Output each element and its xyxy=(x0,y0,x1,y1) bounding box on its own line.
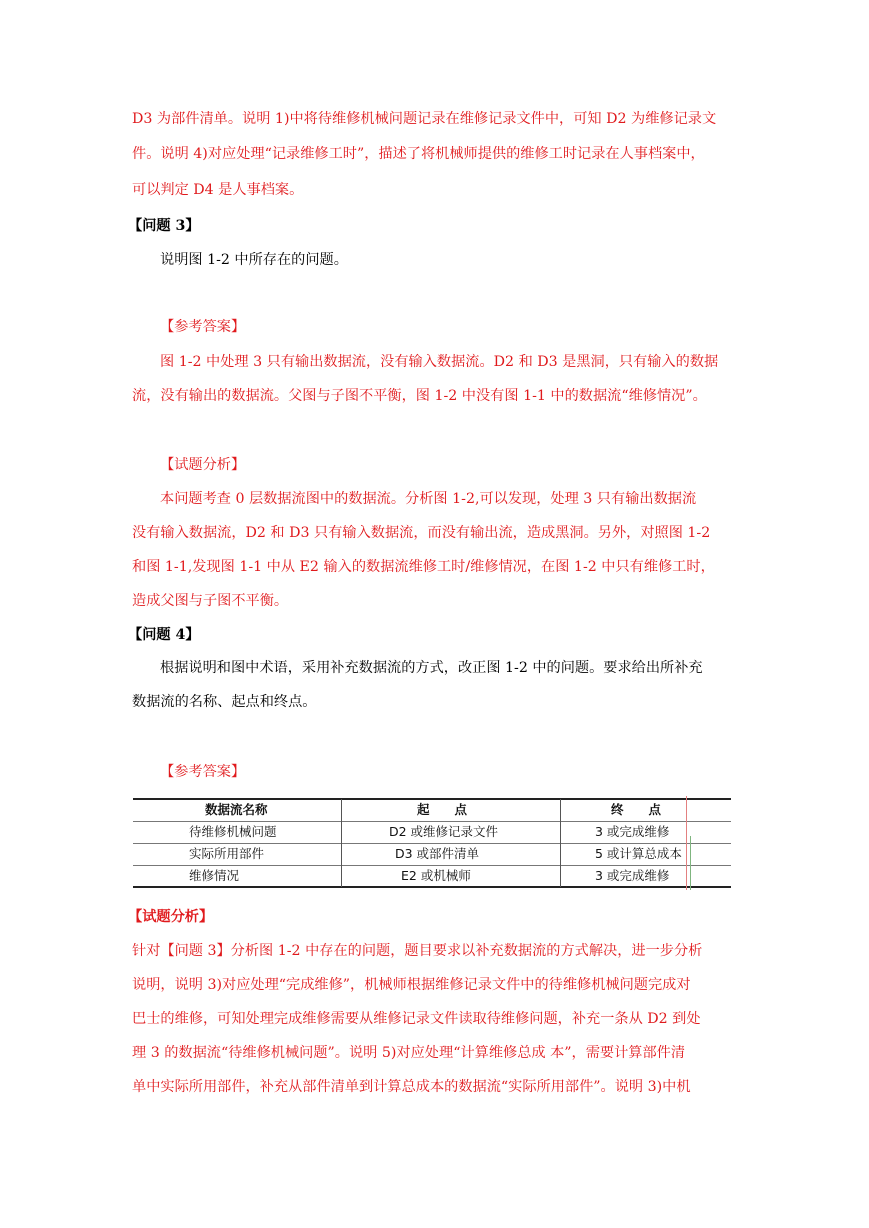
table-cell: D3 或部件清单 xyxy=(395,846,480,861)
table-cell: 3 或完成维修 xyxy=(595,824,670,839)
q4-analysis-line-4: 理 3 的数据流“待维修机械问题”。说明 5)对应处理“计算维修总成 本”，需要计算部件清 xyxy=(132,1045,686,1061)
question-4-heading: 【问题 4】 xyxy=(128,627,200,643)
answer-table xyxy=(133,796,731,890)
table-cell: E2 或机械师 xyxy=(401,868,471,883)
table-cell: 5 或计算总成本 xyxy=(595,846,682,861)
question-3-text: 说明图 1-2 中所存在的问题。 xyxy=(160,252,348,268)
intro-line-3: 可以判定 D4 是人事档案。 xyxy=(132,182,304,198)
q4-analysis-line-1: 针对【问题 3】分析图 1-2 中存在的问题，题目要求以补充数据流的方式解决，进一步分析 xyxy=(132,943,703,959)
table-cell: 待维修机械问题 xyxy=(189,824,277,839)
question-3-heading: 【问题 3】 xyxy=(128,218,200,234)
q4-analysis-line-3: 巴士的维修，可知处理完成维修需要从维修记录文件读取待维修问题，补充一条从 D2 到处 xyxy=(132,1011,701,1027)
intro-line-1: D3 为部件清单。说明 1)中将待维修机械问题记录在维修记录文件中，可知 D2 为维修记录文 xyxy=(132,111,717,127)
q4-analysis-heading: 【试题分析】 xyxy=(128,909,214,925)
q3-analysis-line-1: 本问题考查 0 层数据流图中的数据流。分析图 1-2,可以发现，处理 3 只有输出数据流 xyxy=(160,491,697,507)
table-cell: 3 或完成维修 xyxy=(595,868,670,883)
table-cell: 维修情况 xyxy=(189,868,240,883)
table-bottom-rule xyxy=(133,886,731,888)
q3-analysis-line-4: 造成父图与子图不平衡。 xyxy=(132,593,289,609)
q3-analysis-heading: 【试题分析】 xyxy=(160,457,246,473)
table-column-divider xyxy=(560,799,561,887)
q4-answer-heading: 【参考答案】 xyxy=(160,764,246,780)
table-edge-mark xyxy=(690,836,691,890)
table-edge-mark xyxy=(686,796,687,890)
q4-analysis-line-5: 单中实际所用部件，补充从部件清单到计算总成本的数据流“实际所用部件”。说明 3)中机 xyxy=(132,1079,691,1095)
q3-answer-line-2: 流，没有输出的数据流。父图与子图不平衡，图 1-2 中没有图 1-1 中的数据流“维修情况”。 xyxy=(132,388,707,404)
question-4-line-2: 数据流的名称、起点和终点。 xyxy=(132,694,317,710)
table-column-divider xyxy=(341,799,342,887)
q3-answer-heading: 【参考答案】 xyxy=(160,319,246,335)
q3-answer-line-1: 图 1-2 中处理 3 只有输出数据流，没有输入数据流。D2 和 D3 是黑洞，只有输入的数据 xyxy=(160,354,719,370)
q3-analysis-line-3: 和图 1-1,发现图 1-1 中从 E2 输入的数据流维修工时/维修情况，在图 1-2 中只有维修工时， xyxy=(132,559,715,575)
q3-analysis-line-2: 没有输入数据流，D2 和 D3 只有输入数据流，而没有输出流，造成黑洞。另外，对照图 1-2 xyxy=(132,525,711,541)
table-header-name: 数据流名称 xyxy=(205,802,268,817)
q4-analysis-line-2: 说明，说明 3)对应处理“完成维修”，机械师根据维修记录文件中的待维修机械问题完成对 xyxy=(132,977,691,993)
question-4-line-1: 根据说明和图中术语，采用补充数据流的方式，改正图 1-2 中的问题。要求给出所补充 xyxy=(160,660,703,676)
table-header-end: 终 点 xyxy=(611,802,662,817)
table-cell: 实际所用部件 xyxy=(189,846,265,861)
table-header-start: 起 点 xyxy=(417,802,468,817)
table-cell: D2 或维修记录文件 xyxy=(389,824,499,839)
intro-line-2: 件。说明 4)对应处理“记录维修工时”，描述了将机械师提供的维修工时记录在人事档案中， xyxy=(132,146,705,162)
